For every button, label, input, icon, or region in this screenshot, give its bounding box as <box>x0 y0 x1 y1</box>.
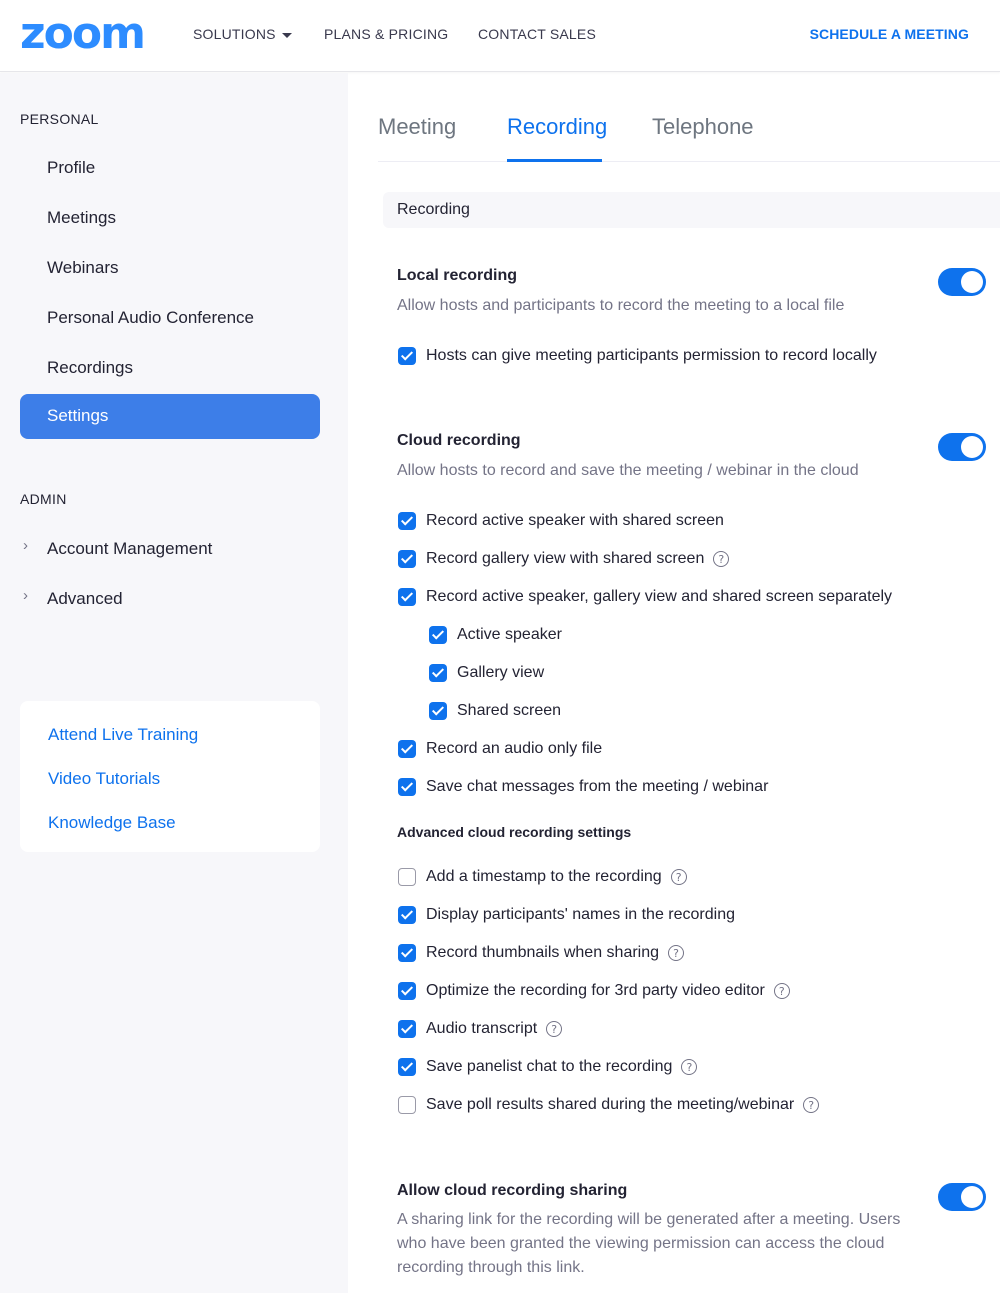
checkbox[interactable] <box>429 664 447 682</box>
help-links-box <box>20 701 320 852</box>
option-active-speaker-shared[interactable]: Record active speaker with shared screen <box>398 511 724 531</box>
sidebar-item-profile[interactable]: Profile <box>47 158 96 177</box>
sidebar-item-recordings[interactable]: Recordings <box>47 358 133 377</box>
checkbox[interactable] <box>398 982 416 1000</box>
sidebar <box>0 73 348 1293</box>
checkbox[interactable] <box>398 512 416 530</box>
option-gallery-view-shared[interactable]: Record gallery view with shared screen ? <box>398 549 729 569</box>
option-participant-names[interactable]: Display participants' names in the recording <box>398 905 735 925</box>
cloud-recording-title: Cloud recording <box>397 432 521 449</box>
cloud-sharing-description-line-3: recording through this link. <box>397 1259 585 1276</box>
tab-meeting[interactable]: Meeting <box>378 114 457 139</box>
option-separately[interactable]: Record active speaker, gallery view and shared screen separately <box>398 587 892 607</box>
zoom-logo[interactable]: zoom <box>20 8 144 59</box>
top-header <box>0 0 1000 72</box>
option-optimize-editor[interactable]: Optimize the recording for 3rd party video editor ? <box>398 981 790 1001</box>
schedule-meeting-link[interactable]: SCHEDULE A MEETING <box>809 26 969 42</box>
attend-live-training-link[interactable]: Attend Live Training <box>48 725 199 744</box>
option-shared-screen[interactable]: Shared screen <box>429 701 561 721</box>
local-recording-toggle[interactable] <box>938 268 986 296</box>
local-permission-option[interactable]: Hosts can give meeting participants permission to record locally <box>398 346 877 366</box>
video-tutorials-link[interactable]: Video Tutorials <box>48 769 161 788</box>
personal-section-label: PERSONAL <box>20 111 99 127</box>
sidebar-item-advanced[interactable]: Advanced <box>47 589 123 608</box>
cloud-sharing-title: Allow cloud recording sharing <box>397 1182 628 1199</box>
nav-contact-sales[interactable]: CONTACT SALES <box>478 26 596 42</box>
local-recording-description: Allow hosts and participants to record the meeting to a local file <box>397 297 845 314</box>
option-save-chat[interactable]: Save chat messages from the meeting / webinar <box>398 777 768 797</box>
help-icon[interactable]: ? <box>671 869 687 885</box>
sidebar-item-account-management[interactable]: Account Management <box>47 539 213 558</box>
help-icon[interactable]: ? <box>774 983 790 999</box>
checkbox[interactable] <box>429 626 447 644</box>
checkbox[interactable] <box>398 944 416 962</box>
sidebar-item-meetings[interactable]: Meetings <box>47 208 116 227</box>
sidebar-item-personal-audio-conference[interactable]: Personal Audio Conference <box>47 308 254 327</box>
option-thumbnails[interactable]: Record thumbnails when sharing ? <box>398 943 684 963</box>
cloud-sharing-description-line-2: who have been granted the viewing permission can access the cloud <box>397 1235 885 1252</box>
tab-telephone[interactable]: Telephone <box>652 114 754 139</box>
help-icon[interactable]: ? <box>681 1059 697 1075</box>
caret-down-icon <box>282 33 292 38</box>
cloud-recording-toggle[interactable] <box>938 433 986 461</box>
active-tab-indicator <box>507 159 602 162</box>
local-recording-title: Local recording <box>397 267 518 284</box>
help-icon[interactable]: ? <box>803 1097 819 1113</box>
cloud-sharing-description-line-1: A sharing link for the recording will be generated after a meeting. Users <box>397 1211 901 1228</box>
option-timestamp[interactable]: Add a timestamp to the recording ? <box>398 867 687 887</box>
option-poll-results[interactable]: Save poll results shared during the meeting/webinar ? <box>398 1095 819 1115</box>
cloud-sharing-toggle[interactable] <box>938 1183 986 1211</box>
checkbox[interactable] <box>398 1058 416 1076</box>
option-active-speaker[interactable]: Active speaker <box>429 625 562 645</box>
tab-recording[interactable]: Recording <box>507 114 608 139</box>
sidebar-item-settings[interactable]: Settings <box>20 394 320 439</box>
option-panelist-chat[interactable]: Save panelist chat to the recording ? <box>398 1057 697 1077</box>
checkbox[interactable] <box>398 347 416 365</box>
nav-plans-pricing[interactable]: PLANS & PRICING <box>324 26 449 42</box>
option-gallery-view[interactable]: Gallery view <box>429 663 544 683</box>
advanced-cloud-settings-title: Advanced cloud recording settings <box>397 824 632 840</box>
checkbox[interactable] <box>398 550 416 568</box>
checkbox[interactable] <box>398 868 416 886</box>
checkbox[interactable] <box>398 778 416 796</box>
checkbox[interactable] <box>398 1020 416 1038</box>
chevron-right-icon[interactable]: › <box>23 587 28 604</box>
checkbox[interactable] <box>429 702 447 720</box>
checkbox[interactable] <box>398 1096 416 1114</box>
option-audio-only[interactable]: Record an audio only file <box>398 739 602 759</box>
knowledge-base-link[interactable]: Knowledge Base <box>48 813 176 832</box>
cloud-recording-description: Allow hosts to record and save the meeting / webinar in the cloud <box>397 462 859 479</box>
option-audio-transcript[interactable]: Audio transcript ? <box>398 1019 562 1039</box>
help-icon[interactable]: ? <box>668 945 684 961</box>
checkbox[interactable] <box>398 740 416 758</box>
help-icon[interactable]: ? <box>713 551 729 567</box>
settings-tabs <box>378 72 1000 162</box>
checkbox[interactable] <box>398 588 416 606</box>
help-icon[interactable]: ? <box>546 1021 562 1037</box>
chevron-right-icon[interactable]: › <box>23 537 28 554</box>
nav-solutions[interactable]: SOLUTIONS <box>193 26 292 42</box>
sidebar-item-webinars[interactable]: Webinars <box>47 258 119 277</box>
checkbox[interactable] <box>398 906 416 924</box>
recording-section-header: Recording <box>383 192 1000 228</box>
admin-section-label: ADMIN <box>20 491 67 507</box>
